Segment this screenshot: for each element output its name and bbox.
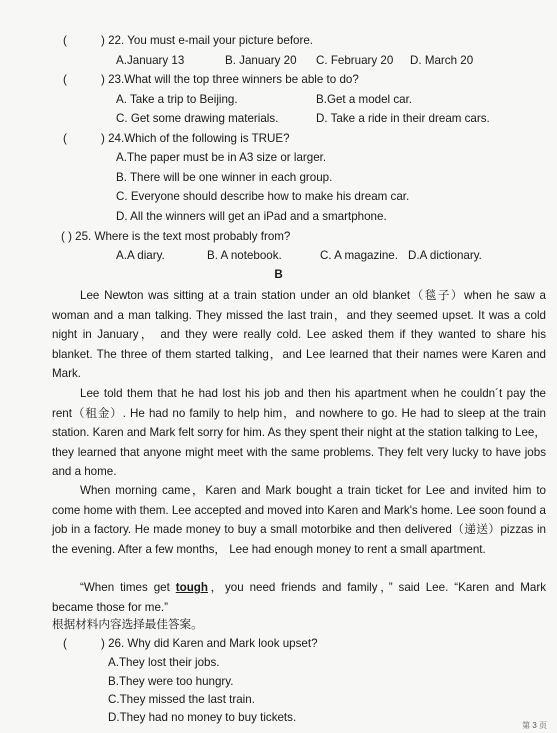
- section-heading: B: [274, 268, 283, 281]
- option-d: D.A dictionary.: [408, 249, 482, 262]
- answer-paren: (: [63, 34, 67, 47]
- option-a: A.The paper must be in A3 size or larger.: [116, 151, 327, 164]
- passage-paragraph-1: Lee Newton was sitting at a train station under an old blanket（毯子）when he saw a woman and a man talking. They missed the last train，and they seemed upset. It was a cold night in January， and they were really cold. Lee asked them if they wanted to share his blanket. The three of them started talking，and Lee learned that their names were Karen and Mark.: [52, 289, 546, 381]
- instruction: 根据材料内容选择最佳答案。: [52, 618, 203, 631]
- question-23: [63, 72, 359, 87]
- quote-after: ，you need friends and family，” said Lee. “Karen and Mark became those for me.”: [52, 581, 546, 614]
- passage-paragraph-2: Lee told them that he had lost his job and then his apartment when he couldn´t pay the rent（租金）. He had no family to help him，and nowhere to go. He had to sleep at the train station. Karen and Mark felt sorry for him. As they spent their night at the station talking to Lee， they learned that anyone might meet with the same problems. They felt very lucky to have jobs and a home.: [52, 387, 546, 479]
- option-b: B. A notebook.: [207, 249, 282, 262]
- answer-paren: (: [63, 73, 67, 86]
- question-stem: ) 22. You must e-mail your picture before.: [101, 34, 314, 47]
- option-d: D. All the winners will get an iPad and a smartphone.: [116, 210, 387, 223]
- option-a: A.They lost their jobs.: [108, 656, 220, 669]
- option-c: C. Get some drawing materials.: [116, 112, 279, 125]
- question-stem: ) 24.Which of the following is TRUE?: [101, 132, 290, 145]
- option-d: D. Take a ride in their dream cars.: [316, 112, 490, 125]
- question-stem: ) 23.What will the top three winners be able to do?: [101, 73, 359, 86]
- passage-quote: [52, 578, 546, 617]
- quote-before: “When times get: [80, 581, 176, 594]
- question-26: [63, 636, 318, 651]
- question-22: [63, 33, 313, 48]
- page-number: 第 3 页: [522, 721, 547, 730]
- question-25: [61, 229, 290, 244]
- option-b: B. January 20: [225, 54, 297, 67]
- option-d: D.They had no money to buy tickets.: [108, 711, 297, 724]
- option-b: B.They were too hungry.: [108, 675, 234, 688]
- option-b: B.Get a model car.: [316, 93, 413, 106]
- option-b: B. There will be one winner in each group.: [116, 171, 333, 184]
- option-c: C.They missed the last train.: [108, 693, 255, 706]
- underlined-word: tough: [175, 581, 208, 594]
- passage-paragraph-3: When morning came，Karen and Mark bought a train ticket for Lee and invited him to come home with them. Lee accepted and moved into Karen and Mark's home. Lee soon found a job in a factory. He made money to buy a small motorbike and then delivered（递送）pizzas in the evening. After a few months， Lee had enough money to rent a small apartment.: [52, 484, 546, 556]
- option-c: C. A magazine.: [320, 249, 398, 262]
- option-a: A.January 13: [116, 54, 185, 67]
- option-c: C. February 20: [316, 54, 394, 67]
- answer-paren: (: [63, 637, 67, 650]
- question-24: [63, 131, 290, 146]
- option-c: C. Everyone should describe how to make his dream car.: [116, 190, 410, 203]
- question-stem: ) 26. Why did Karen and Mark look upset?: [101, 637, 318, 650]
- option-a: A. Take a trip to Beijing.: [116, 93, 238, 106]
- question-stem: ( ) 25. Where is the text most probably from?: [61, 230, 291, 243]
- answer-paren: (: [63, 132, 67, 145]
- option-d: D. March 20: [410, 54, 474, 67]
- option-a: A.A diary.: [116, 249, 165, 262]
